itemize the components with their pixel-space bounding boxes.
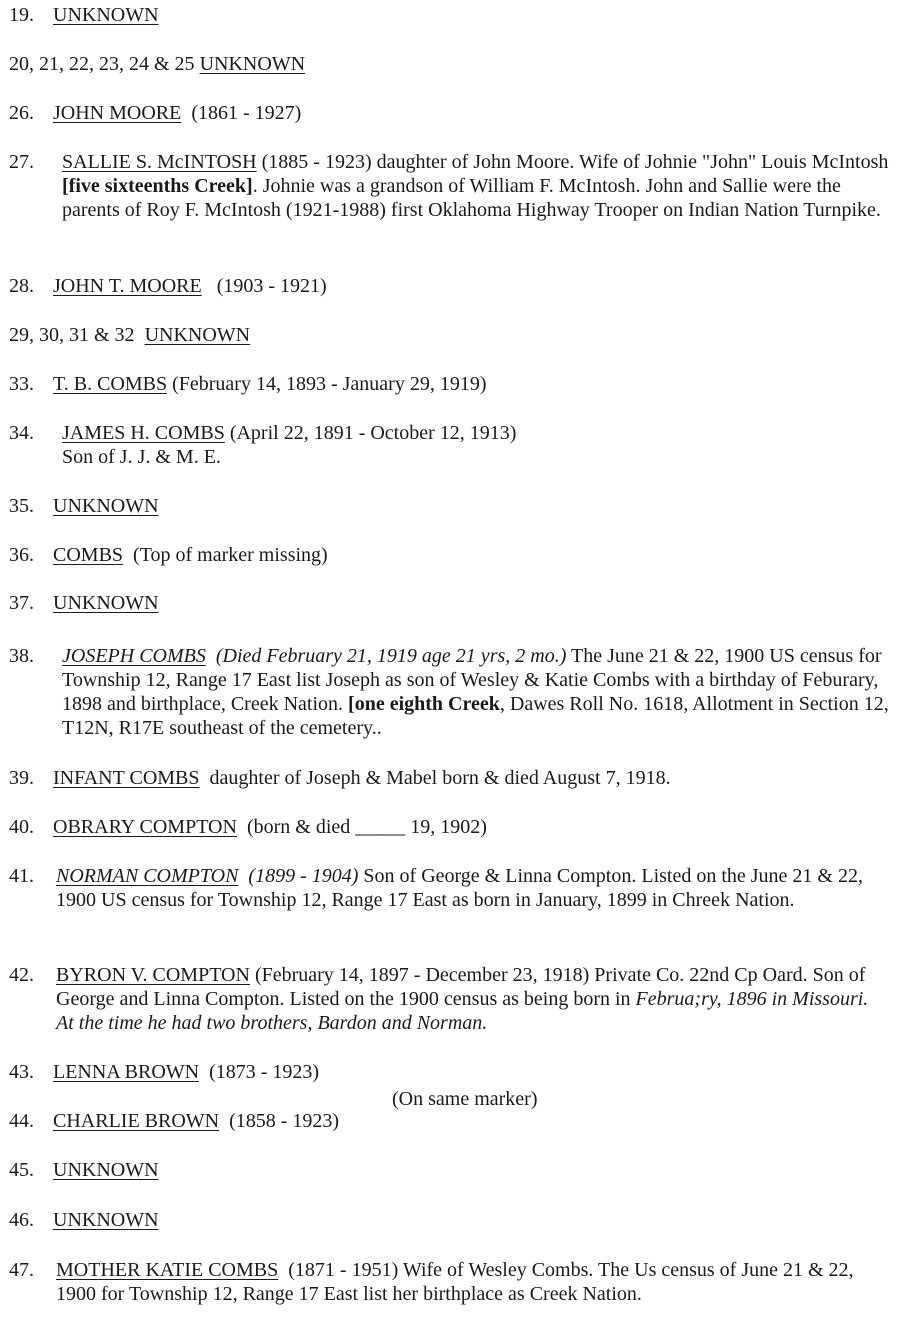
entry-43: [9, 1060, 889, 1084]
entry-42: [9, 963, 889, 1034]
entry-name: JOHN T. MOORE: [53, 275, 202, 297]
entry-text: Son of George & Linna Compton. Listed on the June 21 & 22, 1900 US census for Township 12, Range 17 East as born in January, 1899 in Chreek Nation.: [56, 865, 863, 911]
entry-body: [56, 864, 889, 912]
entry-italic-note: (1899 - 1904): [248, 865, 359, 887]
entry-46: [9, 1208, 889, 1232]
entry-number: 41.: [9, 865, 34, 887]
entry-text: (1903 - 1921): [216, 275, 327, 297]
entry-name: UNKNOWN: [53, 592, 159, 614]
entry-name: JOSEPH COMBS: [62, 645, 206, 667]
entry-text: (1861 - 1927): [191, 102, 302, 124]
entry-35: [9, 494, 889, 518]
entry-number: 29, 30, 31 & 32: [9, 324, 135, 346]
same-marker-note: (On same marker): [392, 1088, 538, 1110]
entry-text: The June 21 & 22, 1900 US census for Township 12, Range 17 East list Joseph as son of Wesley & Katie Combs with a birthday of Feburary, 1898 and birthplace, Creek Nation.: [62, 645, 882, 715]
entry-name: NORMAN COMPTON: [56, 865, 239, 887]
entry-name: JAMES H. COMBS: [62, 422, 225, 444]
entry-45: [9, 1158, 889, 1182]
entry-bold-note: [one eighth Creek: [348, 693, 500, 715]
entry-name: UNKNOWN: [53, 4, 159, 26]
entry-28: [9, 274, 889, 298]
entry-number: 42.: [9, 964, 34, 986]
entry-body: [62, 644, 889, 740]
entry-number: 34.: [9, 422, 34, 444]
entry-body: [56, 963, 889, 1035]
entry-name: UNKNOWN: [53, 1159, 159, 1181]
entry-body: [62, 150, 889, 222]
entry-text: (1885 - 1923) daughter of John Moore. Wife of Johnie "John" Louis McIntosh: [261, 151, 889, 173]
entry-name: SALLIE S. McINTOSH: [62, 151, 257, 173]
entry-name: INFANT COMBS: [53, 767, 200, 789]
entry-26: [9, 101, 889, 125]
entry-38: [9, 644, 889, 739]
entry-name: JOHN MOORE: [53, 102, 182, 124]
entry-number: 28.: [9, 275, 34, 297]
entry-name: LENNA BROWN: [53, 1061, 200, 1083]
entry-bold-note: [five sixteenths Creek]: [62, 175, 253, 197]
entry-name: UNKNOWN: [144, 324, 251, 346]
entry-number: 37.: [9, 592, 34, 614]
entry-name: UNKNOWN: [53, 1209, 159, 1231]
entry-name: CHARLIE BROWN: [53, 1110, 220, 1132]
entry-number: 47.: [9, 1259, 34, 1281]
entry-41: [9, 864, 889, 911]
entry-italic-note: Februa;ry, 1896 in Missouri. At the time he had two brothers, Bardon and Norman.: [56, 988, 869, 1034]
entry-name: BYRON V. COMPTON: [56, 964, 250, 986]
entry-37: [9, 591, 889, 615]
entry-text: daughter of Joseph & Mabel born & died August 7, 1918.: [209, 767, 671, 789]
entry-19: [9, 3, 889, 27]
entry-number: 19.: [9, 4, 34, 26]
entry-number: 38.: [9, 645, 34, 667]
entry-number: 40.: [9, 816, 34, 838]
entry-27: [9, 150, 889, 221]
entry-44: [9, 1109, 889, 1133]
entry-33: [9, 372, 889, 396]
entry-text-line2: Son of J. J. & M. E.: [62, 446, 221, 468]
entry-text: (1873 - 1923): [209, 1061, 320, 1083]
entry-number: 26.: [9, 102, 34, 124]
entry-20-25: [9, 52, 889, 76]
entry-text: (born & died _____ 19, 1902): [246, 816, 487, 838]
entry-name: COMBS: [53, 544, 124, 566]
entry-40: [9, 815, 889, 839]
entry-text: (February 14, 1893 - January 29, 1919): [172, 373, 487, 395]
entry-number: 33.: [9, 373, 34, 395]
entry-number: 35.: [9, 495, 34, 517]
entry-number: 27.: [9, 151, 34, 173]
entry-number: 39.: [9, 767, 34, 789]
entry-body: [62, 421, 889, 469]
entry-number: 46.: [9, 1209, 34, 1231]
entry-name: UNKNOWN: [53, 495, 159, 517]
entry-number: 36.: [9, 544, 34, 566]
entry-text-cont: . Johnie was a grandson of William F. McIntosh. John and Sallie were the parents of Roy F. McIntosh (1921-1988) first Oklahoma Highway Trooper on Indian Nation Turnpike.: [62, 175, 881, 221]
entry-number: 45.: [9, 1159, 34, 1181]
entry-name: T. B. COMBS: [53, 373, 168, 395]
entry-36: [9, 543, 889, 567]
entry-39: [9, 766, 889, 790]
entry-number: 20, 21, 22, 23, 24 & 25: [9, 53, 195, 75]
entry-47: [9, 1258, 889, 1305]
entry-italic-note: (Died February 21, 1919 age 21 yrs, 2 mo.): [215, 645, 567, 667]
entry-text: (Top of marker missing): [133, 544, 328, 566]
entry-34: [9, 421, 889, 468]
entry-text: (1858 - 1923): [229, 1110, 340, 1132]
entry-name: UNKNOWN: [199, 53, 306, 75]
entry-number: 43.: [9, 1061, 34, 1083]
entry-name: MOTHER KATIE COMBS: [56, 1259, 279, 1281]
entry-text-cont: , Dawes Roll No. 1618, Allotment in Section 12, T12N, R17E southeast of the cemetery..: [62, 693, 889, 739]
entry-29-32: [9, 323, 889, 347]
entry-text: (April 22, 1891 - October 12, 1913): [229, 422, 517, 444]
entry-body: [56, 1258, 889, 1306]
entry-name: OBRARY COMPTON: [53, 816, 237, 838]
entry-text: (February 14, 1897 - December 23, 1918) Private Co. 22nd Cp Oard. Son of George and Linna Compton. Listed on the 1900 census as being born in: [56, 964, 866, 1010]
entry-text: (1871 - 1951) Wife of Wesley Combs. The Us census of June 21 & 22, 1900 for Township 12, Range 17 East list her birthplace as Creek Nation.: [56, 1259, 854, 1305]
entry-number: 44.: [9, 1110, 34, 1132]
